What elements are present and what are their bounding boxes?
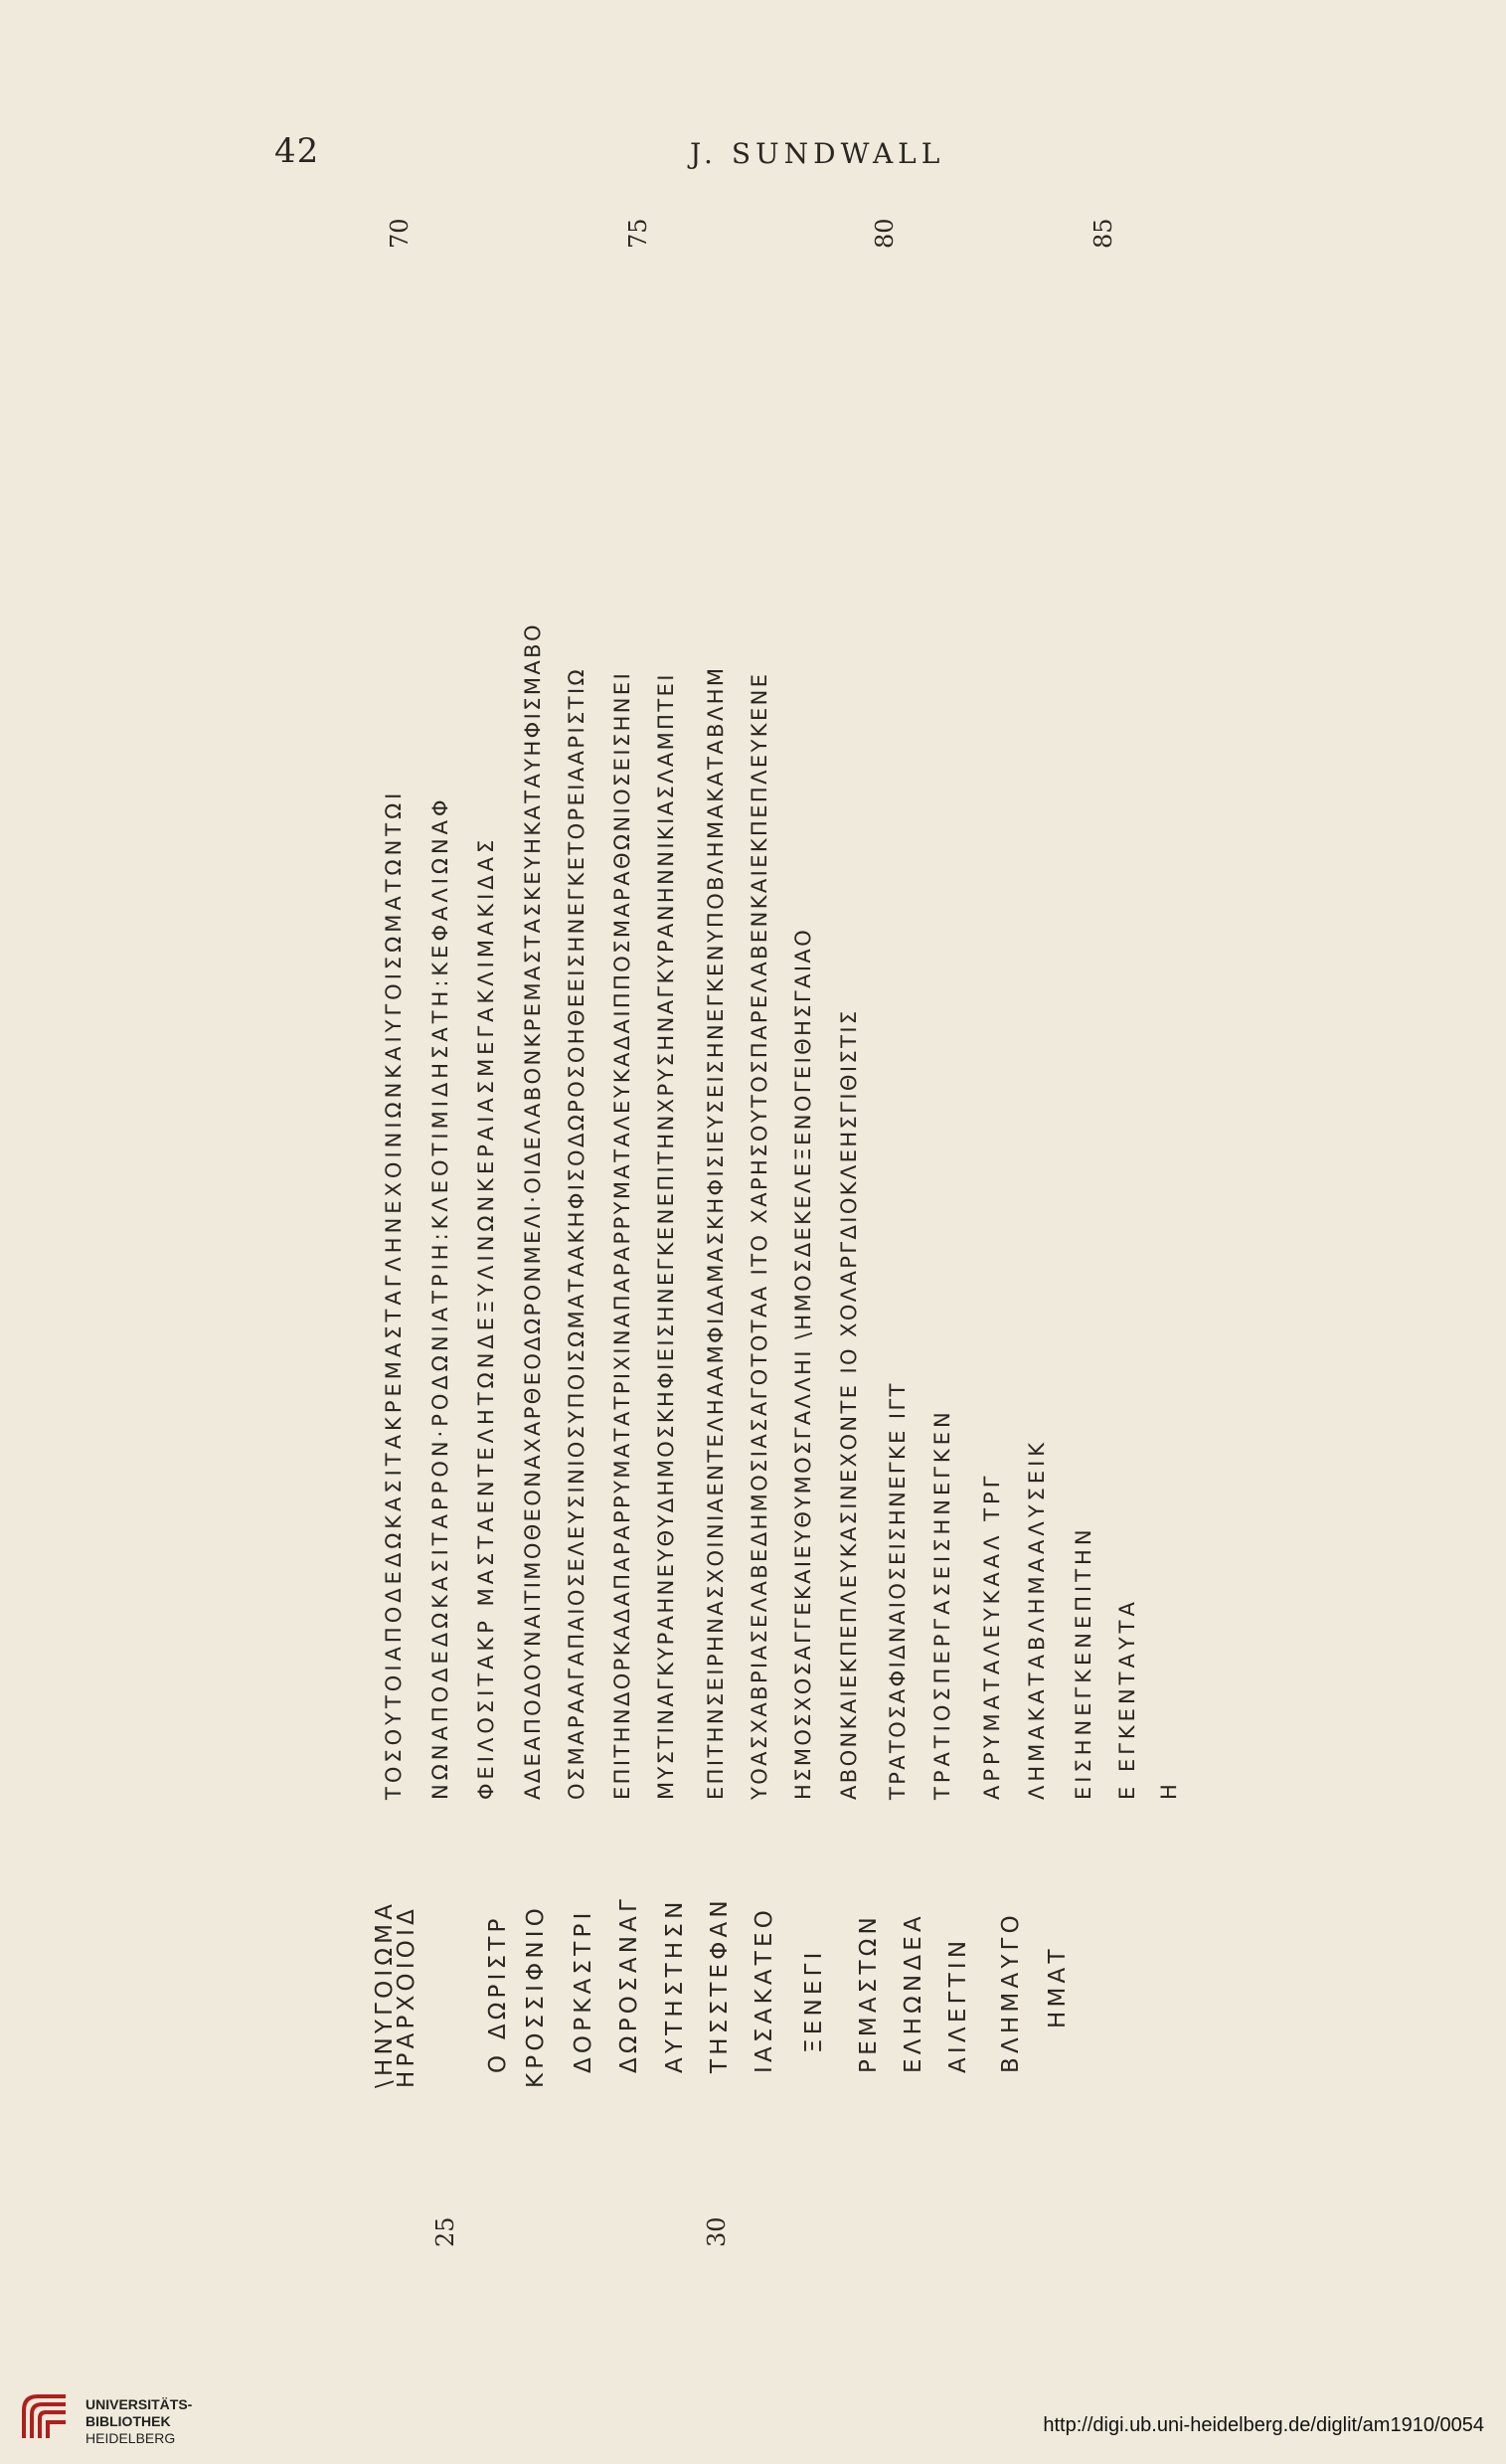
- right-column-line: ΕΙΣΗΝΕΓΚΕΝΕΠΙΤΗΝ: [1072, 1525, 1095, 1800]
- left-column-line: ΒΛΗΜΑΥΓΟ: [998, 1911, 1024, 2073]
- right-column-line: ΕΠΙΤΗΝΣΕΙΡΗΝΑΣΧΟΙΝΙΑΕΝΤΕΛΗΑΑΜΦΙΔΑΜΑΣΚΗΦΙΣΙΕΥΣΕΙΣΗΝΕΓΚΕΝΥΠΟΒΛΗΜΑΚΑΤΑΒΛΗΜ: [704, 665, 728, 1800]
- right-column-line: ΝΩΝΑΠΟΔΕΔΩΚΑΣΙΤΑΡΡΟΝ·ΡΟΔΩΝΙΑΤΡΙΗ:ΚΛΕΟΤΙΜΙΔΗΣΑΤΗ:ΚΕΦΑΛΙΩΝΑΦ: [428, 795, 452, 1800]
- right-column-line: ΤΟΣΟΥΤΟΙΑΠΟΔΕΔΩΚΑΣΙΤΑΚΡΕΜΑΣΤΑΓΛΗΝΕΧΟΙΝΙΩΝΚΑΙΥΓΟΙΣΩΜΑΤΩΝΤΩΙ: [382, 789, 406, 1800]
- left-column-line: ΚΡΟΣΣΙΦΝΙΟ: [523, 1903, 549, 2088]
- right-column-line: ΑΒΟΝΚΑΙΕΚΠΕΠΛΕΥΚΑΣΙΝΕΧΟΝΤΕ ΙΟ ΧΟΛΑΡΓΔΙΟΚΛΕΗΣΓΙΘΙΣΤΙΣ: [837, 1008, 861, 1800]
- right-column-line: ΕΠΙΤΗΝΔΟΡΚΑΔΑΠΑΡΑΡΡΥΜΑΤΑΤΡΙΧΙΝΑΠΑΡΑΡΡΥΜΑΤΑΛΕΥΚΑΔΑΙΠΠΟΣΜΑΡΑΘΩΝΙΟΣΕΙΣΗΝΕΙ: [610, 670, 634, 1800]
- library-name-line1: UNIVERSITÄTS-: [85, 2396, 193, 2412]
- line-number: 25: [431, 2216, 459, 2247]
- left-column-line: ΗΜΑΤ: [1045, 1945, 1071, 2028]
- line-number: 30: [703, 2216, 731, 2247]
- library-logo-icon: [18, 2388, 72, 2444]
- right-column-line: ΑΔΕΑΠΟΔΟΥΝΑΙΤΙΜΟΘΕΟΝΑΧΑΡΘΕΟΔΩΡΟΝΜΕΛΙ·ΟΙΔΕΛΑΒΟΝΚΡΕΜΑΣΤΑΣΚΕΥΗΚΑΤΑΥΗΦΙΣΜΑΒΟ: [521, 622, 545, 1800]
- right-column-line: Η: [1157, 1780, 1181, 1800]
- left-column-line: ΤΗΣΣΤΕΦΑΝ: [707, 1896, 733, 2073]
- right-column-line: ΑΡΡΥΜΑΤΑΛΕΥΚΑΑΛ ΤΡΓ: [980, 1472, 1004, 1800]
- right-column-line: ΥΟΑΣΧΑΒΡΙΑΣΕΛΑΒΕΔΗΜΟΣΙΑΣΑΓΟΤΟΤΑΑ ΙΤΟ ΧΑΡΗΣΟΥΤΟΣΠΑΡΕΛΑΒΕΝΚΑΙΕΚΠΕΠΛΕΥΚΕΝΕ: [748, 671, 771, 1800]
- left-column-line: ΙΑΣΑΚΑΤΕΟ: [752, 1905, 777, 2073]
- line-number: 70: [386, 218, 414, 249]
- left-column-line: ΡΕΜΑΣΤΩΝ: [856, 1913, 882, 2073]
- right-column-line: Ε ΕΓΚΕΝΤΑΥΤΑ: [1115, 1598, 1139, 1800]
- right-column-line: ΟΣΜΑΡΑΑΓΑΠΑΙΟΣΕΛΕΥΣΙΝΙΟΣΥΠΟΙΣΩΜΑΤΑΑΚΗΦΙΣΟΔΩΡΟΣΟΗΘΕΕΙΣΗΝΕΓΚΕΤΟΡΕΙΑΑΡΙΣΤΙΩ: [565, 666, 588, 1800]
- left-column-line: ΞΕΝΕΓΙ: [801, 1948, 827, 2053]
- left-column-line: ΑΥΤΗΣΤΗΣΝ: [662, 1897, 688, 2073]
- line-number: 85: [1089, 218, 1117, 249]
- source-url-link[interactable]: http://digi.ub.uni-heidelberg.de/diglit/am1910/0054: [1043, 2414, 1484, 2436]
- left-column-line: ΕΛΗΩΝΔΕΑ: [901, 1912, 926, 2073]
- library-name-line3: HEIDELBERG: [85, 2430, 176, 2446]
- left-column-line: Ο ΔΩΡΙΣΤΡ: [485, 1914, 511, 2073]
- right-column-line: ΤΡΑΤΟΣΑΦΙΔΝΑΙΟΣΕΙΣΗΝΕΓΚΕ ΙΓΤ: [886, 1381, 910, 1800]
- left-column-line: ΑΙΛΕΓΤΙΝ: [945, 1936, 971, 2073]
- right-column-line: ΗΣΜΟΣΧΟΣΑΓΓΕΚΑΙΕΥΘΥΜΟΣΓΑΛΛΗΙ \ΗΜΟΣΔΕΚΕΛΕΞΕΝΟΓΕΙΘΗΣΓΑΙΑΟ: [791, 927, 815, 1800]
- library-name: [85, 2396, 192, 2447]
- page-number: 42: [274, 131, 320, 171]
- running-head: J. SUNDWALL: [690, 137, 945, 170]
- left-column-line: \ΗΝΥΓΟΙΩΜΑ: [372, 1899, 398, 2088]
- right-column-line: ΤΡΑΤΙΟΣΠΕΡΓΑΣΕΙΣΗΝΕΓΚΕΝ: [930, 1408, 954, 1800]
- library-name-line2: BIBLIOTHEK: [85, 2413, 171, 2429]
- right-column-line: ΦΕΙΛΟΣΙΤΑΚΡ ΜΑΣΤΑΕΝΤΕΛΗΤΩΝΔΕΞΥΛΙΝΩΝΚΕΡΑΙΑΣΜΕΓΑΚΛΙΜΑΚΙΔΑΣ: [474, 835, 498, 1800]
- left-column-line: ΗΡΑΡΧΟΙΟΙΔ: [394, 1904, 419, 2088]
- line-number: 75: [624, 218, 652, 249]
- left-column-line: ΔΩΡΟΣΑΝΑΓ: [616, 1894, 642, 2073]
- right-column-line: ΜΥΣΤΙΝΑΓΚΥΡΑΗΝΕΥΘΥΔΗΜΟΣΚΗΦΙΕΙΣΗΝΕΓΚΕΝΕΠΙΤΗΝΧΡΥΣΗΝΑΓΚΥΡΑΝΗΝΝΙΚΙΑΣΛΑΜΠΤΕΙ: [654, 672, 678, 1800]
- right-column-line: ΛΗΜΑΚΑΤΑΒΛΗΜΑΑΛΥΣΕΙΚ: [1025, 1438, 1049, 1800]
- line-number: 80: [871, 218, 899, 249]
- left-column-line: ΔΟΡΚΑΣΤΡΙ: [571, 1908, 596, 2073]
